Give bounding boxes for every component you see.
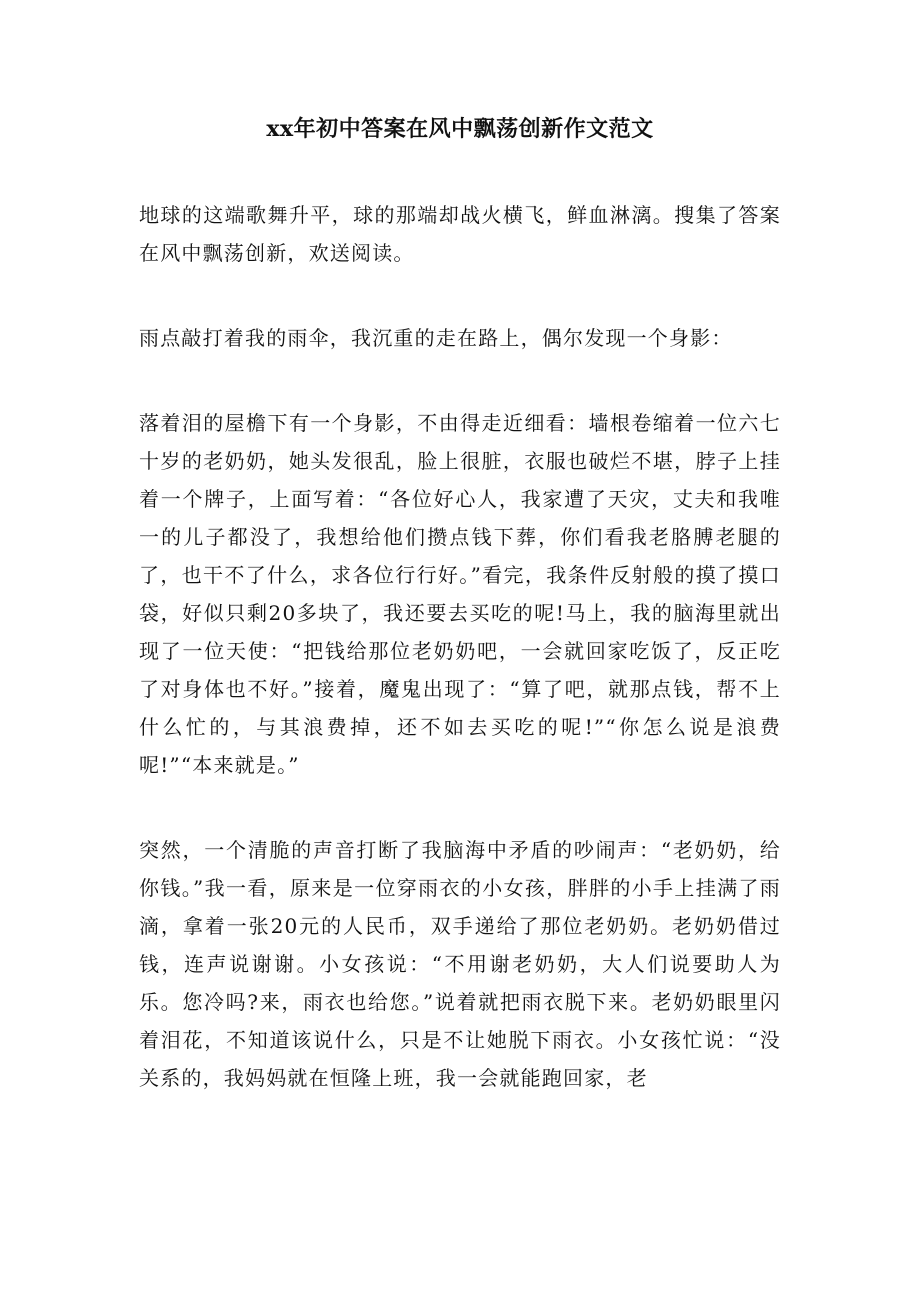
document-body	[139, 196, 781, 1144]
paragraph-intro: 地球的这端歌舞升平，球的那端却战火横飞，鲜血淋漓。搜集了答案在风中飘荡创新，欢送阅读。	[139, 203, 781, 265]
paragraph-old-woman: 落着泪的屋檐下有一个身影，不由得走近细看：墙根卷缩着一位六七十岁的老奶奶，她头发很乱，脸上很脏，衣服也破烂不堪，脖子上挂着一个牌子，上面写着：“各位好心人，我家遭了天灾，丈夫和我唯一的儿子都没了，我想给他们攒点钱下葬，你们看我老胳膊老腿的了，也干不了什么，求各位行行好。”看完，我条件反射般的摸了摸口袋，好似只剩20多块了，我还要去买吃的呢!马上，我的脑海里就出现了一位天使：“把钱给那位老奶奶吧，一会就回家吃饭了，反正吃了对身体也不好。”接着，魔鬼出现了：“算了吧，就那点钱，帮不上什么忙的，与其浪费掉，还不如去买吃的呢!”“你怎么说是浪费呢!”“本来就是。”	[139, 411, 781, 777]
document-title: xx年初中答案在风中飘荡创新作文范文	[266, 116, 654, 142]
paragraph-rain: 雨点敲打着我的雨伞，我沉重的走在路上，偶尔发现一个身影：	[139, 326, 733, 350]
paragraph-little-girl: 突然，一个清脆的声音打断了我脑海中矛盾的吵闹声：“老奶奶，给你钱。”我一看，原来是一位穿雨衣的小女孩，胖胖的小手上挂满了雨滴，拿着一张20元的人民币，双手递给了那位老奶奶。老奶奶借过钱，连声说谢谢。小女孩说：“不用谢老奶奶，大人们说要助人为乐。您冷吗?来，雨衣也给您。”说着就把雨衣脱下来。老奶奶眼里闪着泪花，不知道该说什么，只是不让她脱下雨衣。小女孩忙说：“没关系的，我妈妈就在恒隆上班，我一会就能跑回家，老	[139, 838, 781, 1090]
